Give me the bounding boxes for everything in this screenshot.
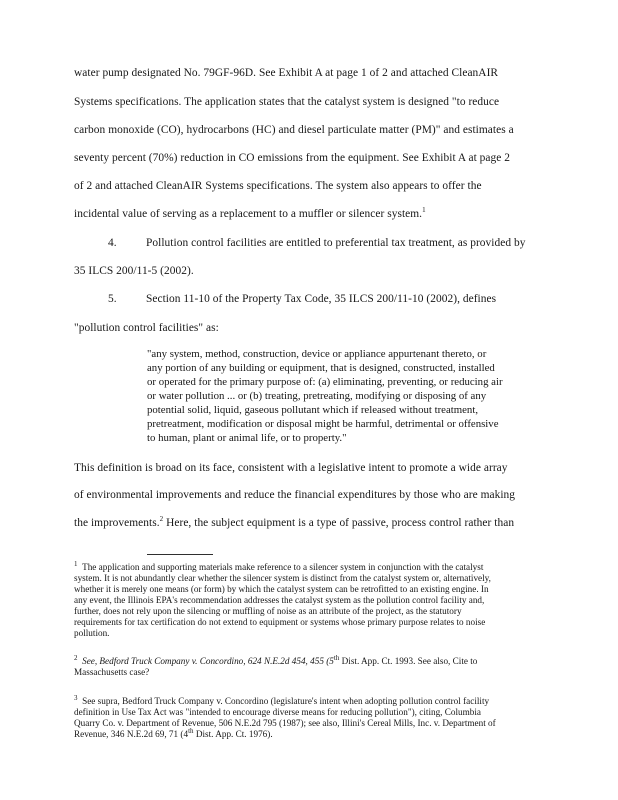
footnote-1-line-5: further, does not rely upon the silencing or muffling of noise as an attribute of the project, as the statutory [74, 606, 462, 616]
after-quote-line-3-post: Here, the subject equipment is a type of passive, process control rather than [163, 517, 515, 529]
quote-line-1: "any system, method, construction, device or appliance appurtenant thereto, or [147, 348, 487, 360]
body-line-5: of 2 and attached CleanAIR Systems specifications. The system also appears to offer the [74, 180, 482, 192]
footnote-2-cite-sup: th [333, 653, 340, 662]
after-quote-line-2: of environmental improvements and reduce the financial expenditures by those who are making [74, 489, 516, 501]
footnote-ref-2: 2 [159, 515, 164, 524]
footnote-3-line-3: Quarry Co. v. Department of Revenue, 506 N.E.2d 795 (1987); see also, Illini's Cereal Mills, Inc. v. Department of [74, 718, 496, 728]
para-5-line-1: Section 11-10 of the Property Tax Code, 35 ILCS 200/11-10 (2002), defines [146, 293, 497, 305]
para-5-number: 5. [108, 293, 117, 305]
quote-line-2: any portion of any building or equipment, that is designed, constructed, installed [147, 362, 495, 374]
footnote-2-cite: See, Bedford Truck Company v. Concordino, 624 N.E.2d 454, 455 (5 [82, 656, 334, 666]
footnote-2-cite-post: Dist. App. Ct. 1993. See also, Cite to [339, 656, 478, 666]
footnote-1-line-2: system. It is not abundantly clear whether the silencer system is distinct from the catalyst system or, alternatively, [74, 573, 491, 583]
body-line-6-text: incidental value of serving as a replacement to a muffler or silencer system. [74, 208, 423, 220]
footnote-1-text-1: The application and supporting materials make reference to a silencer system in conjunction with the catalyst [82, 562, 484, 572]
body-line-6 [74, 208, 426, 220]
quote-line-5: potential solid, liquid, gaseous pollutant which if released without treatment, [147, 404, 479, 416]
footnote-3-line-1 [74, 693, 490, 706]
footnote-3-line-4-sup: th [188, 726, 194, 735]
body-line-2: Systems specifications. The application states that the catalyst system is designed "to reduce [74, 96, 500, 108]
footnote-3-line-4-pre: Revenue, 346 N.E.2d 69, 71 (4 [74, 729, 189, 739]
footnote-3-line-2: definition in Use Tax Act was "intended to encourage diverse means for reducing pollution"), citing, Columbia [74, 707, 482, 717]
body-line-1: water pump designated No. 79GF-96D. See Exhibit A at page 1 of 2 and attached CleanAIR [74, 67, 499, 79]
footnote-ref-1: 1 [422, 206, 426, 215]
quote-line-3: or operated for the primary purpose of: (a) eliminating, preventing, or reducing air [147, 376, 503, 388]
footnote-2-line-1 [74, 653, 478, 666]
footnote-3-text-1: See supra, Bedford Truck Company v. Concordino (legislature's intent when adopting pollution control facility [82, 696, 490, 706]
footnote-2-line-2: Massachusetts case? [74, 667, 150, 677]
footnote-1-line-3: whether it is merely one means (or form) by which the catalyst system can be retrofitted to an existing engine. In [74, 584, 489, 594]
para-5-line-2: "pollution control facilities" as: [74, 322, 219, 334]
footnote-separator [147, 554, 213, 555]
footnote-1-line-6: requirements for tax certification do not extend to equipment or systems whose primary purpose relates to noise [74, 617, 486, 627]
para-4-number: 4. [108, 237, 117, 249]
footnote-1-line-1 [74, 559, 484, 572]
quote-line-7: to human, plant or animal life, or to property." [147, 432, 347, 444]
after-quote-line-1: This definition is broad on its face, consistent with a legislative intent to promote a wide array [74, 462, 508, 474]
body-line-3: carbon monoxide (CO), hydrocarbons (HC) and diesel particulate matter (PM)" and estimates a [74, 124, 514, 136]
after-quote-line-3-pre: the improvements. [74, 517, 160, 529]
body-line-4: seventy percent (70%) reduction in CO emissions from the equipment. See Exhibit A at page 2 [74, 152, 511, 164]
quote-line-4: or water pollution ... or (b) treating, pretreating, modifying or disposing of any [147, 390, 487, 402]
after-quote-line-3 [74, 517, 514, 529]
footnote-3-line-4 [74, 726, 273, 739]
para-4-line-1: Pollution control facilities are entitled to preferential tax treatment, as provided by [146, 237, 526, 249]
footnote-1-line-4: any event, the Illinois EPA's recommendation addresses the catalyst system as the pollution control facility and, [74, 595, 485, 605]
footnote-2-marker: 2 [74, 653, 78, 662]
quote-line-6: pretreatment, modification or disposal might be harmful, detrimental or offensive [147, 418, 499, 430]
footnote-1-line-7: pollution. [74, 628, 110, 638]
footnote-3-line-4-post: Dist. App. Ct. 1976). [193, 729, 273, 739]
footnote-1-marker: 1 [74, 559, 78, 568]
footnote-3-marker: 3 [74, 693, 78, 702]
para-4-line-2: 35 ILCS 200/11-5 (2002). [74, 265, 194, 277]
